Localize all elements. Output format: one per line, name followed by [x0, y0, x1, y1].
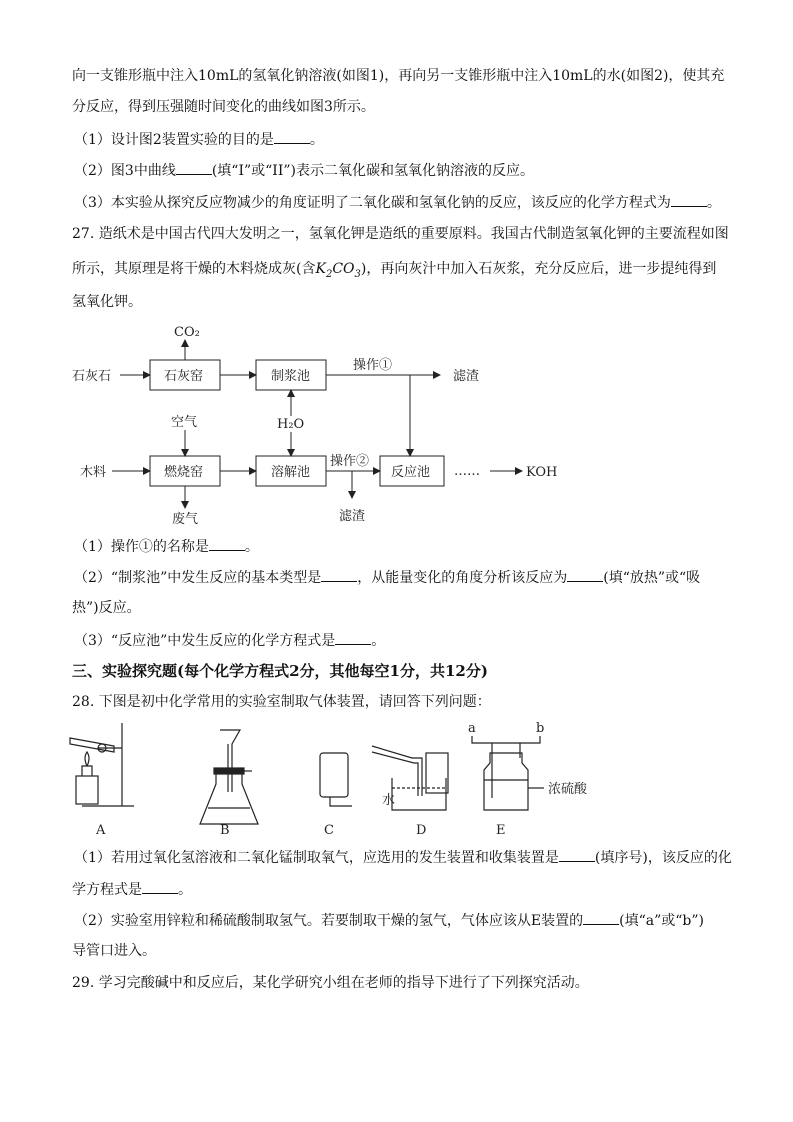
koh-label: KOH [526, 465, 558, 480]
section-title: 三、实验探究题(每个化学方程式2分，其他每空1分，共12分) [72, 662, 488, 680]
q26-sub2 [74, 160, 534, 181]
q26-sub3-text: （3）本实验从探究反应物减少的角度证明了二氧化碳和氢氧化钠的反应，该反应的化学方程式为 [74, 195, 671, 211]
h2o-label: H₂O [277, 417, 305, 432]
q27-line-1: 27. 造纸术是中国古代四大发明之一，氢氧化钾是造纸的重要原料。我国古代制造氢氧化钾的主要流程如图 [72, 226, 729, 242]
answer-blank[interactable] [559, 847, 595, 862]
q26-sub2-text-a: （2）图3中曲线 [74, 163, 176, 179]
burning-kiln-label: 燃烧窑 [164, 465, 204, 480]
intro-line-1: 向一支锥形瓶中注入10mL的氢氧化钠溶液(如图1)，再向另一支锥形瓶中注入10mL的水(如图2)，使其充 [72, 68, 725, 84]
q28-sub1-text-c: 学方程式是 [72, 882, 142, 898]
q28-sub1-text-b: (填序号)，该反应的化 [594, 850, 732, 866]
q26-sub1-end: 。 [309, 132, 324, 148]
q28-sub2 [74, 910, 704, 931]
q28-sub1-cont [72, 879, 192, 900]
wood-label: 木料 [80, 465, 107, 480]
q26-sub3 [74, 192, 721, 213]
q27-sub3-text: （3）“反应池”中发生反应的化学方程式是 [74, 633, 336, 649]
q26-sub1 [74, 129, 324, 150]
formula-k2co3: $K_2CO_3$ [315, 261, 361, 280]
apparatus-c [320, 753, 352, 806]
dots-label: …… [454, 464, 480, 479]
label-port-a: a [468, 721, 476, 736]
q29-line-1: 29. 学习完酸碱中和反应后，某化学研究小组在老师的指导下进行了下列探究活动。 [72, 975, 589, 991]
reaction-pool-label: 反应池 [391, 465, 431, 480]
answer-blank[interactable] [209, 536, 245, 551]
op2-label: 操作② [330, 454, 370, 469]
q27-sub1-text: （1）操作①的名称是 [74, 539, 209, 555]
label-acid: 浓硫酸 [548, 782, 588, 797]
q28-sub2-cont: 导管口进入。 [72, 943, 156, 959]
co2-label: CO₂ [174, 325, 200, 340]
label-b: B [220, 823, 230, 838]
label-c: C [324, 823, 334, 838]
apparatus-figure [62, 718, 588, 840]
lime-kiln-label: 石灰窑 [164, 369, 204, 384]
q27-line-2-a: 所示，其原理是将干燥的木料烧成灰(含 [72, 261, 316, 277]
q28-intro: 28. 下图是初中化学常用的实验室制取气体装置，请回答下列问题： [72, 694, 491, 710]
answer-blank[interactable] [335, 630, 371, 645]
q27-line-2 [72, 259, 716, 285]
air-label: 空气 [171, 415, 198, 430]
q27-line-3: 氢氧化钾。 [72, 294, 142, 310]
answer-blank[interactable] [142, 879, 178, 894]
residue1-label: 滤渣 [453, 369, 480, 384]
answer-blank[interactable] [274, 129, 310, 144]
q28-sub2-text-b: (填“a”或“b”) [619, 913, 704, 929]
waste-gas-label: 废气 [172, 512, 199, 527]
q28-sub1 [74, 847, 732, 868]
q27-sub1 [74, 536, 259, 557]
q27-sub3 [74, 630, 385, 651]
q28-sub1-end: 。 [178, 882, 192, 898]
dissolve-pool-label: 溶解池 [271, 465, 311, 480]
q28-sub2-text-a: （2）实验室用锌粒和稀硫酸制取氢气。若要制取干燥的氢气，气体应该从E装置的 [74, 913, 584, 929]
residue2-label: 滤渣 [339, 509, 366, 524]
q26-sub2-text-b: (填“I”或“II”)表示二氧化碳和氢氧化钠溶液的反应。 [211, 163, 534, 179]
q27-sub1-end: 。 [244, 539, 259, 555]
apparatus-e [472, 736, 544, 810]
answer-blank[interactable] [567, 567, 603, 582]
q27-sub2-text-a: （2）“制浆池”中发生反应的基本类型是 [74, 570, 322, 586]
op1-label: 操作① [353, 358, 393, 373]
q27-line-2-b: )，再向灰汁中加入石灰浆，充分反应后，进一步提纯得到 [360, 261, 717, 277]
intro-line-2: 分反应，得到压强随时间变化的曲线如图3所示。 [72, 99, 375, 115]
apparatus-b [200, 730, 258, 824]
answer-blank[interactable] [671, 192, 707, 207]
label-water: 水 [382, 793, 396, 808]
label-d: D [416, 823, 427, 838]
label-e: E [496, 823, 506, 838]
answer-blank[interactable] [583, 910, 619, 925]
slurry-pool-label: 制浆池 [271, 369, 311, 384]
q27-sub2-text-c: (填“放热”或“吸 [603, 570, 701, 586]
limestone-label: 石灰石 [72, 369, 112, 384]
label-a: A [96, 823, 106, 838]
apparatus-a [70, 723, 134, 806]
answer-blank[interactable] [321, 567, 357, 582]
q28-sub1-text-a: （1）若用过氧化氢溶液和二氧化锰制取氧气，应选用的发生装置和收集装置是 [74, 850, 559, 866]
q27-sub3-end: 。 [371, 633, 386, 649]
q26-sub3-end: 。 [706, 195, 721, 211]
answer-blank[interactable] [176, 160, 212, 175]
q27-sub2-cont: 热”)反应。 [72, 600, 141, 616]
q26-sub1-text: （1）设计图2装置实验的目的是 [74, 132, 274, 148]
q27-sub2-text-b: ，从能量变化的角度分析该反应为 [357, 570, 568, 586]
q27-sub2 [74, 567, 700, 588]
flow-diagram [60, 318, 580, 533]
label-port-b: b [536, 721, 545, 736]
